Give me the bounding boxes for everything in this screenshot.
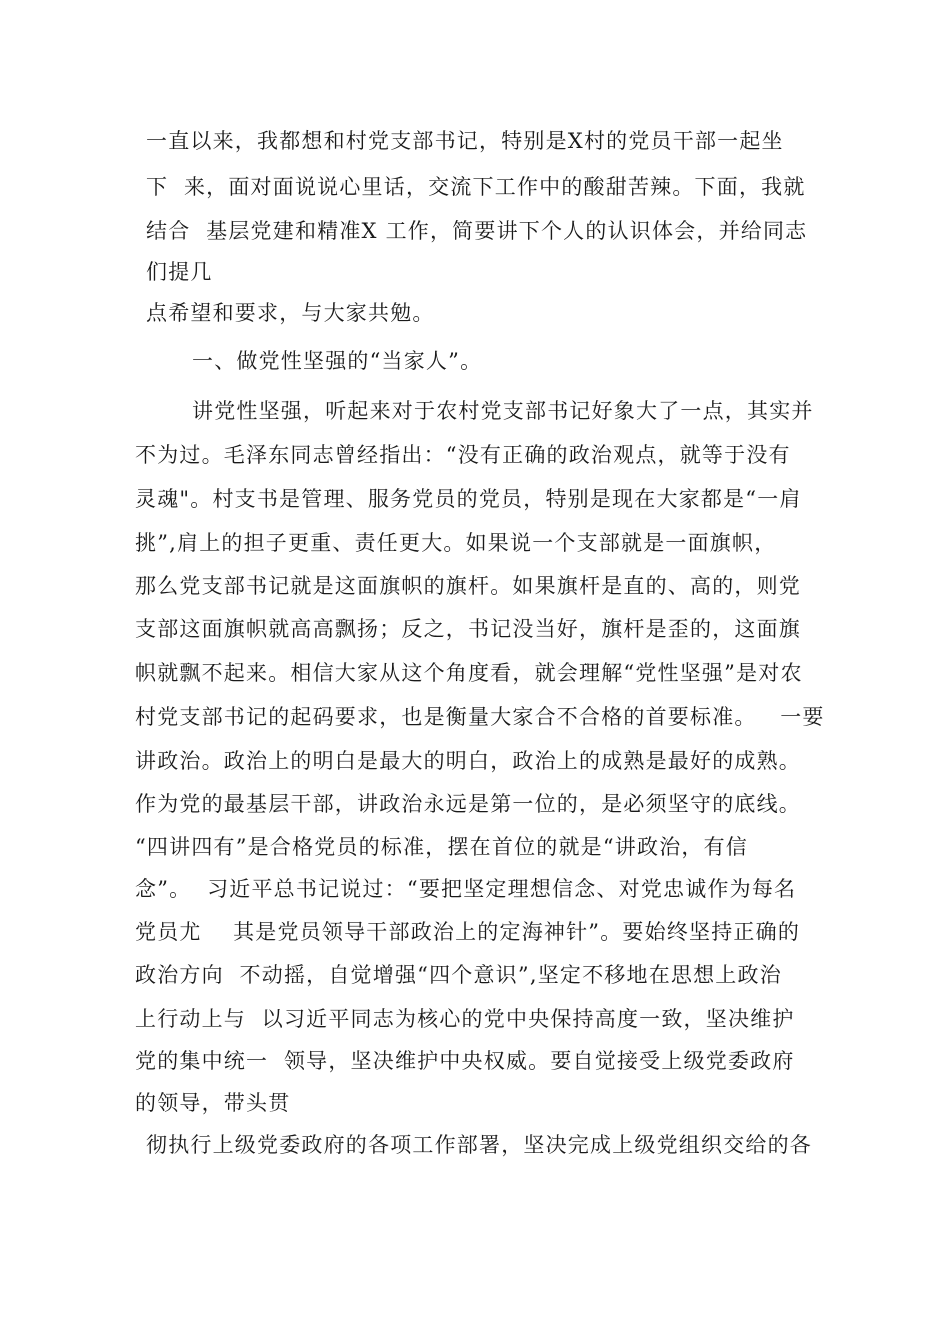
text-line: “四讲四有”是合格党员的标准，摆在首位的就是“讲政治，有信 xyxy=(135,835,749,859)
text-line: 点希望和要求，与大家共勉。 xyxy=(146,301,435,325)
text-line: 支部这面旗帜就高高飘扬；反之，书记没当好，旗杆是歪的，这面旗 xyxy=(135,617,801,641)
text-line: 上行动上与 以习近平同志为核心的党中央保持高度一致，坚决维护 xyxy=(135,1007,795,1031)
text-line: 党员尤 其是党员领导干部政治上的定海神针”。要始终坚持正确的 xyxy=(135,920,801,944)
text-line: 念”。 习近平总书记说过：“要把坚定理想信念、对党忠诚作为每名 xyxy=(135,877,797,901)
text-line: 那么党支部书记就是这面旗帜的旗杆。如果旗杆是直的、高的，则党 xyxy=(135,574,801,598)
text-line: 挑”,肩上的担子更重、责任更大。如果说一个支部就是一面旗帜， xyxy=(135,531,777,555)
text-line: 村党支部书记的起码要求，也是衡量大家合不合格的首要标准。 一要 xyxy=(135,705,825,729)
text-line: 们提几 xyxy=(146,260,213,284)
text-line: 帜就飘不起来。相信大家从这个角度看，就会理解“党性坚强”是对农 xyxy=(135,661,803,685)
section-heading: 一、做党性坚强的“当家人”。 xyxy=(192,349,483,373)
text-line: 不为过。毛泽东同志曾经指出：“没有正确的政治观点，就等于没有 xyxy=(135,443,791,467)
text-line: 彻执行上级党委政府的各项工作部署，坚决完成上级党组织交给的各 xyxy=(146,1133,812,1157)
text-line: 一直以来，我都想和村党支部书记，特别是X村的党员干部一起坐 xyxy=(146,129,784,153)
text-line: 讲党性坚强，听起来对于农村党支部书记好象大了一点，其实并 xyxy=(192,399,814,423)
text-line: 党的集中统一 领导，坚决维护中央权威。要自觉接受上级党委政府 xyxy=(135,1049,795,1073)
text-line: 下 来，面对面说说心里话，交流下工作中的酸甜苦辣。下面，我就 xyxy=(146,175,806,199)
text-line: 灵魂"。村支书是管理、服务党员的党员，特别是现在大家都是“一肩 xyxy=(135,487,802,511)
text-line: 讲政治。政治上的明白是最大的明白，政治上的成熟是最好的成熟。 xyxy=(135,749,801,773)
text-line: 政治方向 不动摇，自觉增强“四个意识”,坚定不移地在思想上政治 xyxy=(135,963,782,987)
text-line: 结合 基层党建和精准X 工作，简要讲下个人的认识体会，并给同志 xyxy=(146,219,808,243)
text-line: 作为党的最基层干部，讲政治永远是第一位的，是必须坚守的底线。 xyxy=(135,792,801,816)
text-line: 的领导，带头贯 xyxy=(135,1091,291,1115)
